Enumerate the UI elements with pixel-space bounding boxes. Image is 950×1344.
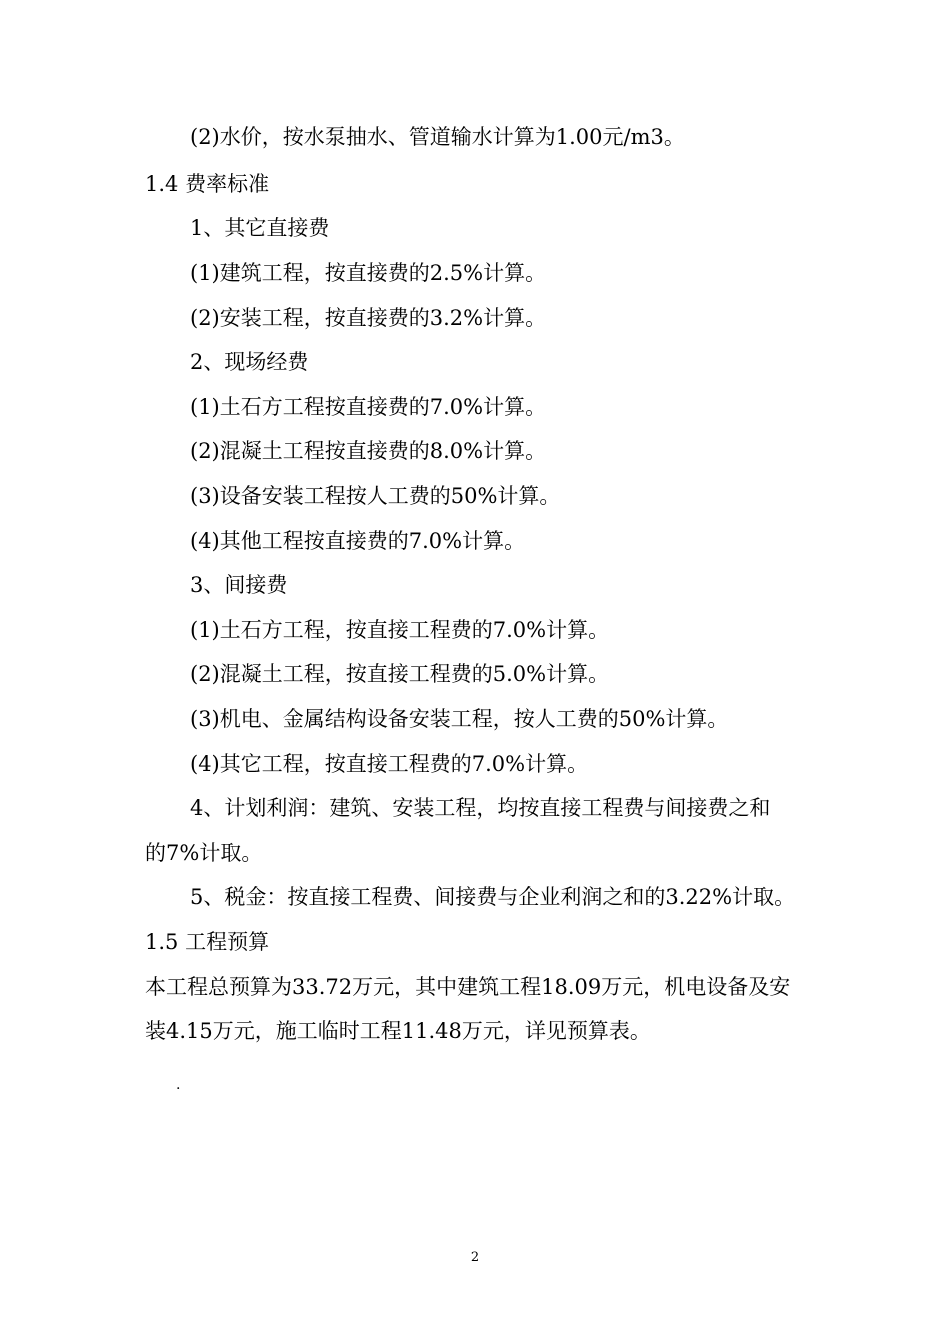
- text-line: (1)建筑工程，按直接费的2.5%计算。: [190, 261, 547, 285]
- text-line: (3)设备安装工程按人工费的50%计算。: [190, 484, 561, 508]
- text-line: 5、税金：按直接工程费、间接费与企业利润之和的3.22%计取。: [190, 885, 796, 909]
- text-line: (4)其他工程按直接费的7.0%计算。: [190, 529, 526, 553]
- text-line: 本工程总预算为33.72万元，其中建筑工程18.09万元，机电设备及安: [145, 975, 791, 999]
- text-line: (2)混凝土工程按直接费的8.0%计算。: [190, 439, 547, 463]
- subsection-heading: 2、现场经费: [190, 350, 309, 374]
- text-line: 装4.15万元，施工临时工程11.48万元，详见预算表。: [145, 1019, 651, 1043]
- text-line: (3)机电、金属结构设备安装工程，按人工费的50%计算。: [190, 707, 729, 731]
- text-line: (2)水价，按水泵抽水、管道输水计算为1.00元/m3。: [190, 125, 685, 149]
- text-line: (1)土石方工程按直接费的7.0%计算。: [190, 395, 547, 419]
- stray-dot: .: [176, 1077, 181, 1093]
- text-line: (2)安装工程，按直接费的3.2%计算。: [190, 306, 547, 330]
- section-heading: 1.5 工程预算: [145, 930, 270, 954]
- text-line: 4、计划利润：建筑、安装工程，均按直接工程费与间接费之和: [190, 796, 771, 820]
- subsection-heading: 1、其它直接费: [190, 216, 330, 240]
- page-number: 2: [470, 1250, 480, 1265]
- text-line: (2)混凝土工程，按直接工程费的5.0%计算。: [190, 662, 610, 686]
- subsection-heading: 3、间接费: [190, 573, 288, 597]
- section-heading: 1.4 费率标准: [145, 172, 270, 196]
- text-line: 的7%计取。: [145, 841, 263, 865]
- text-line: (1)土石方工程，按直接工程费的7.0%计算。: [190, 618, 610, 642]
- text-line: (4)其它工程，按直接工程费的7.0%计算。: [190, 752, 589, 776]
